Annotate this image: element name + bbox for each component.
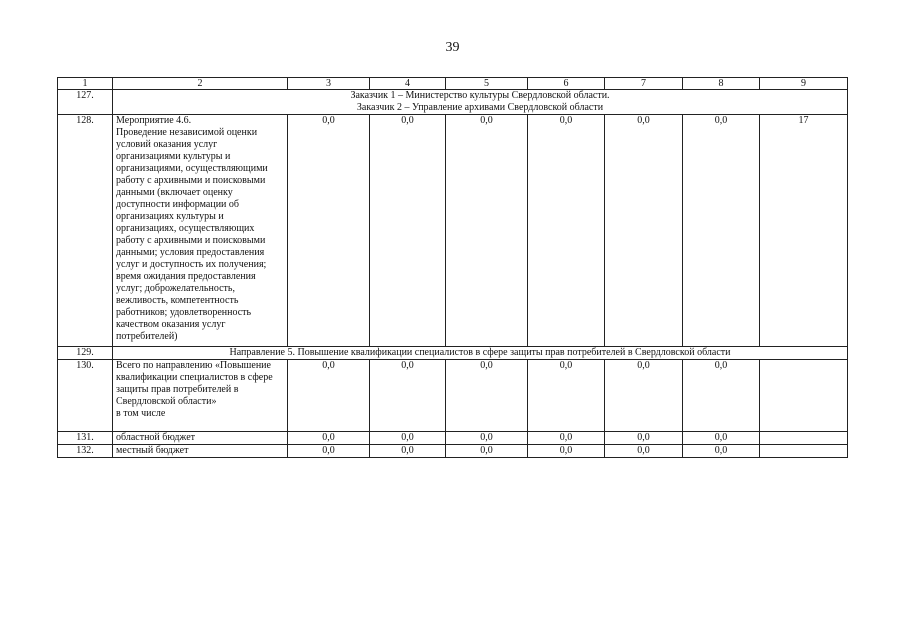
row-number: 130. (58, 360, 113, 432)
column-header: 4 (370, 78, 446, 90)
reference-cell (760, 432, 848, 445)
table-row (58, 432, 848, 445)
column-header: 9 (760, 78, 848, 90)
reference-cell: 17 (760, 115, 848, 347)
row-number: 129. (58, 347, 113, 360)
value-cell: 0,0 (528, 432, 605, 445)
table-row (58, 360, 848, 432)
customer-line: Заказчик 1 – Министерство культуры Свердловской области. (350, 90, 610, 101)
table-row (58, 445, 848, 458)
value-cell: 0,0 (288, 432, 370, 445)
row-number: 128. (58, 115, 113, 347)
value-cell: 0,0 (605, 432, 683, 445)
direction-heading: Направление 5. Повышение квалификации специалистов в сфере защиты прав потребителей в Свердловской области (113, 347, 848, 360)
column-header: 8 (683, 78, 760, 90)
value-cell: 0,0 (528, 360, 605, 432)
row-number: 127. (58, 90, 113, 115)
table-row (58, 90, 848, 115)
value-cell: 0,0 (446, 445, 528, 458)
column-header: 2 (113, 78, 288, 90)
value-cell: 0,0 (370, 360, 446, 432)
value-cell: 0,0 (446, 360, 528, 432)
table-row (58, 347, 848, 360)
value-cell: 0,0 (370, 432, 446, 445)
value-cell: 0,0 (370, 445, 446, 458)
column-header: 7 (605, 78, 683, 90)
budget-table (57, 77, 848, 458)
value-cell: 0,0 (528, 445, 605, 458)
table-row (58, 115, 848, 347)
value-cell: 0,0 (288, 115, 370, 347)
value-cell: 0,0 (683, 360, 760, 432)
column-header: 5 (446, 78, 528, 90)
budget-label: областной бюджет (113, 432, 288, 445)
value-cell: 0,0 (446, 432, 528, 445)
budget-label: местный бюджет (113, 445, 288, 458)
value-cell: 0,0 (605, 115, 683, 347)
value-cell: 0,0 (528, 115, 605, 347)
column-header: 3 (288, 78, 370, 90)
row-number: 131. (58, 432, 113, 445)
value-cell: 0,0 (683, 445, 760, 458)
value-cell: 0,0 (288, 445, 370, 458)
value-cell: 0,0 (605, 360, 683, 432)
reference-cell (760, 360, 848, 432)
customer-line: Заказчик 2 – Управление архивами Свердловской области (356, 102, 604, 113)
column-header: 6 (528, 78, 605, 90)
customer-cell (113, 90, 848, 115)
value-cell: 0,0 (370, 115, 446, 347)
column-header: 1 (58, 78, 113, 90)
reference-cell (760, 445, 848, 458)
page-number: 39 (445, 40, 460, 55)
row-number: 132. (58, 445, 113, 458)
total-description: Всего по направлению «Повышение квалификации специалистов в сфере защиты прав потребителей в Свердловской области» в том числе (113, 360, 288, 432)
header-row (58, 78, 848, 90)
value-cell: 0,0 (605, 445, 683, 458)
value-cell: 0,0 (446, 115, 528, 347)
value-cell: 0,0 (288, 360, 370, 432)
value-cell: 0,0 (683, 115, 760, 347)
value-cell: 0,0 (683, 432, 760, 445)
activity-description: Мероприятие 4.6. Проведение независимой оценки условий оказания услуг организациями культуры и организациями, осуществляющими работу с архивными и поисковыми данными (включает оценку доступности информации об организациях культуры и организациях, осуществляющих работу с архивными и поисковыми данными; условия предоставления услуг и доступность их получения; время ожидания предоставления услуг; доброжелательность, вежливость, компетентность работников; удовлетворенность качеством оказания услуг потребителей) (113, 115, 288, 347)
